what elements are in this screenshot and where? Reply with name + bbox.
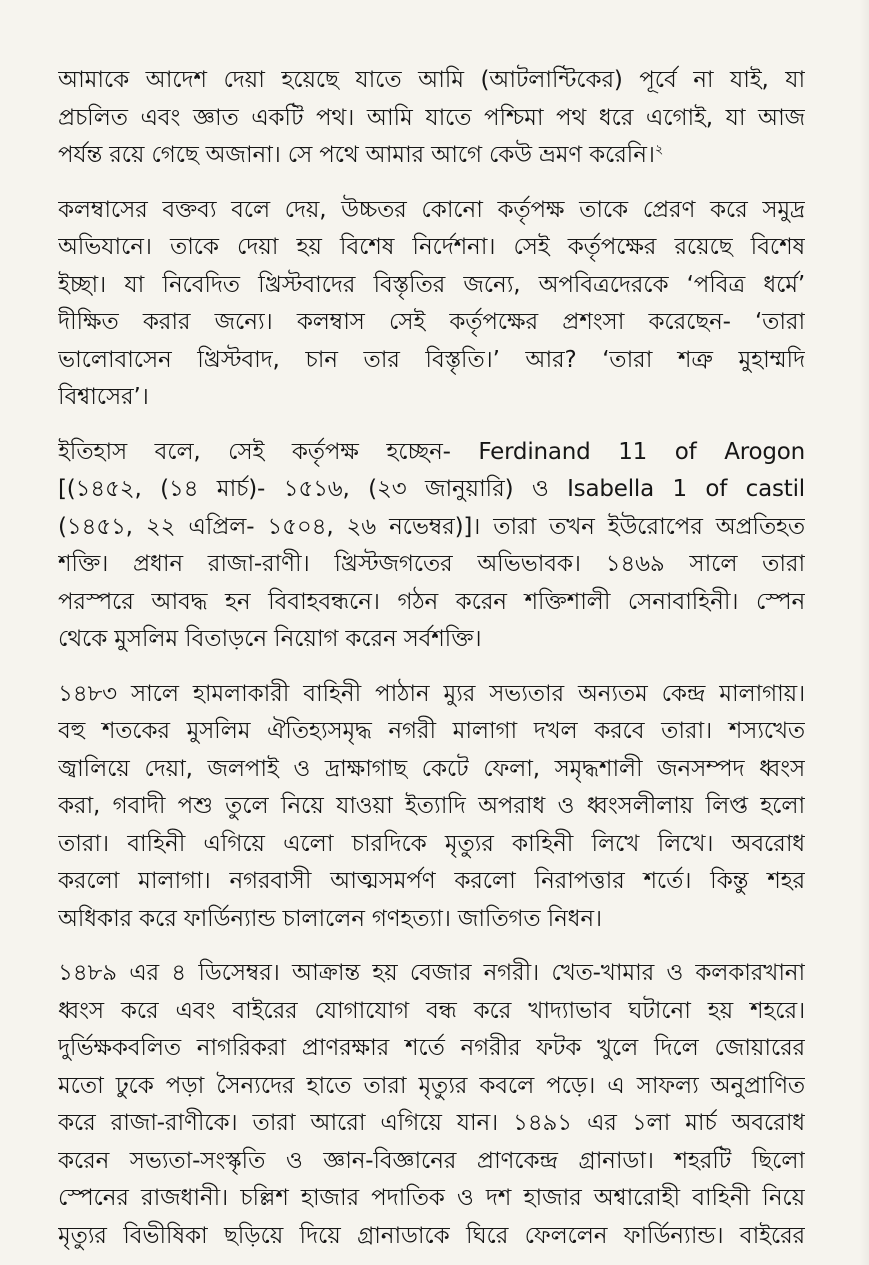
text-line — [58, 137, 805, 175]
text-line: ইতিহাস বলে, সেই কর্তৃপক্ষ হচ্ছেন- Ferdinand 11 of Arogon — [58, 438, 805, 465]
text-line: বিশ্বাসের’। — [58, 384, 149, 410]
text-line: শক্তি। প্রধান রাজা-রাণী। খ্রিস্টজগতের অভিভাবক। ১৪৬৯ সালে তারা — [58, 551, 805, 577]
text-line: করলো মালাগা। নগরবাসী আত্মসমর্পণ করলো নিরাপত্তার শর্তে। কিন্তু শহর — [58, 868, 805, 894]
text-line: ইচ্ছা। যা নিবেদিত খ্রিস্টবাদের বিস্তৃতির জন্যে, অপবিত্রদেরকে ‘পবিত্র ধর্মে’ — [58, 271, 805, 298]
page-edge-shadow — [859, 0, 869, 1265]
paragraph-quote — [58, 62, 805, 175]
text-line: মৃত্যুর বিভীষিকা ছড়িয়ে দিয়ে গ্রানাডাকে ঘিরে ফেললেন ফার্ডিন্যান্ড। বাইরের — [58, 1222, 805, 1249]
paragraph-malaga — [58, 676, 805, 939]
text-line: ভালোবাসেন খ্রিস্টবাদ, চান তার বিস্তৃতি।’ আর? ‘তারা শত্রু মুহাম্মদি — [58, 346, 805, 373]
text-line: দুর্ভিক্ষকবলিত নাগরিকরা প্রাণরক্ষার শর্তে নগরীর ফটক খুলে দিলে জোয়ারের — [58, 1035, 805, 1061]
text-line: [(১৪৫২, (১৪ মার্চ)- ১৫১৬, (২৩ জানুয়ারি) ও Isabella 1 of castil — [58, 476, 805, 502]
text-line: পরস্পরে আবদ্ধ হন বিবাহবন্ধনে। গঠন করেন শক্তিশালী সেনাবাহিনী। স্পেন — [58, 588, 805, 615]
footnote-marker: ২ — [654, 142, 664, 158]
text-line: করা, গবাদী পশু তুলে নিয়ে যাওয়া ইত্যাদি অপরাধ ও ধ্বংসলীলায় লিপ্ত হলো — [58, 793, 805, 819]
text-line-content: পর্যন্ত রয়ে গেছে অজানা। সে পথে আমার আগে কেউ ভ্রমণ করেনি। — [58, 142, 655, 168]
text-line: আমাকে আদেশ দেয়া হয়েছে যাতে আমি (আটলান্টিকের) পূর্বে না যাই, যা — [58, 67, 805, 93]
text-line: স্পেনের রাজধানী। চল্লিশ হাজার পদাতিক ও দশ হাজার অশ্বারোহী বাহিনী নিয়ে — [58, 1185, 805, 1211]
text-line: মতো ঢুকে পড়া সৈন্যদের হাতে তারা মৃত্যুর কবলে পড়ে। এ সাফল্য অনুপ্রাণিত — [58, 1072, 805, 1099]
text-line: ১৪৮৩ সালে হামলাকারী বাহিনী পাঠান ম্যুর সভ্যতার অন্যতম কেন্দ্র মালাগায়। — [58, 680, 805, 707]
text-line: তারা। বাহিনী এগিয়ে এলো চারদিকে মৃত্যুর কাহিনী লিখে লিখে। অবরোধ — [58, 830, 805, 857]
text-line: থেকে মুসলিম বিতাড়নে নিয়োগ করেন সর্বশক্তি। — [58, 626, 482, 652]
text-line: (১৪৫১, ২২ এপ্রিল- ১৫০৪, ২৬ নভেম্বর)]। তারা তখন ইউরোপের অপ্রতিহত — [58, 513, 805, 540]
paragraph-granada — [58, 955, 805, 1255]
text-line: অভিযানে। তাকে দেয়া হয় বিশেষ নির্দেশনা। সেই কর্তৃপক্ষের রয়েছে বিশেষ — [58, 234, 805, 260]
paragraph-ferdinand-isabella — [58, 434, 805, 659]
text-line: দীক্ষিত করার জন্যে। কলম্বাস সেই কর্তৃপক্ষের প্রশংসা করেছেন- ‘তারা — [58, 309, 805, 335]
text-line: অধিকার করে ফার্ডিন্যান্ড চালালেন গণহত্যা। জাতিগত নিধন। — [58, 905, 602, 932]
text-line: করেন সভ্যতা-সংস্কৃতি ও জ্ঞান-বিজ্ঞানের প্রাণকেন্দ্র গ্রানাডা। শহরটি ছিলো — [58, 1147, 805, 1174]
text-line: জ্বালিয়ে দেয়া, জলপাই ও দ্রাক্ষাগাছ কেটে ফেলা, সমৃদ্ধশালী জনসম্পদ ধ্বংস — [58, 755, 805, 782]
text-line: ১৪৮৯ এর ৪ ডিসেম্বর। আক্রান্ত হয় বেজার নগরী। খেত-খামার ও কলকারখানা — [58, 960, 805, 986]
text-line: কলম্বাসের বক্তব্য বলে দেয়, উচ্চতর কোনো কর্তৃপক্ষ তাকে প্রেরণ করে সমুদ্র — [58, 196, 805, 223]
text-line: করে রাজা-রাণীকে। তারা আরো এগিয়ে যান। ১৪৯১ এর ১লা মার্চ অবরোধ — [58, 1110, 805, 1136]
text-line: প্রচলিত এবং জ্ঞাত একটি পথ। আমি যাতে পশ্চিমা পথ ধরে এগোই, যা আজ — [58, 104, 805, 131]
text-line: ধ্বংস করে এবং বাইরের যোগাযোগ বন্ধ করে খাদ্যাভাব ঘটানো হয় শহরে। — [58, 997, 805, 1024]
text-line: বহু শতকের মুসলিম ঐতিহ্যসমৃদ্ধ নগরী মালাগা দখল করবে তারা। শস্যখেত — [58, 718, 805, 744]
paragraph-columbus — [58, 192, 805, 417]
